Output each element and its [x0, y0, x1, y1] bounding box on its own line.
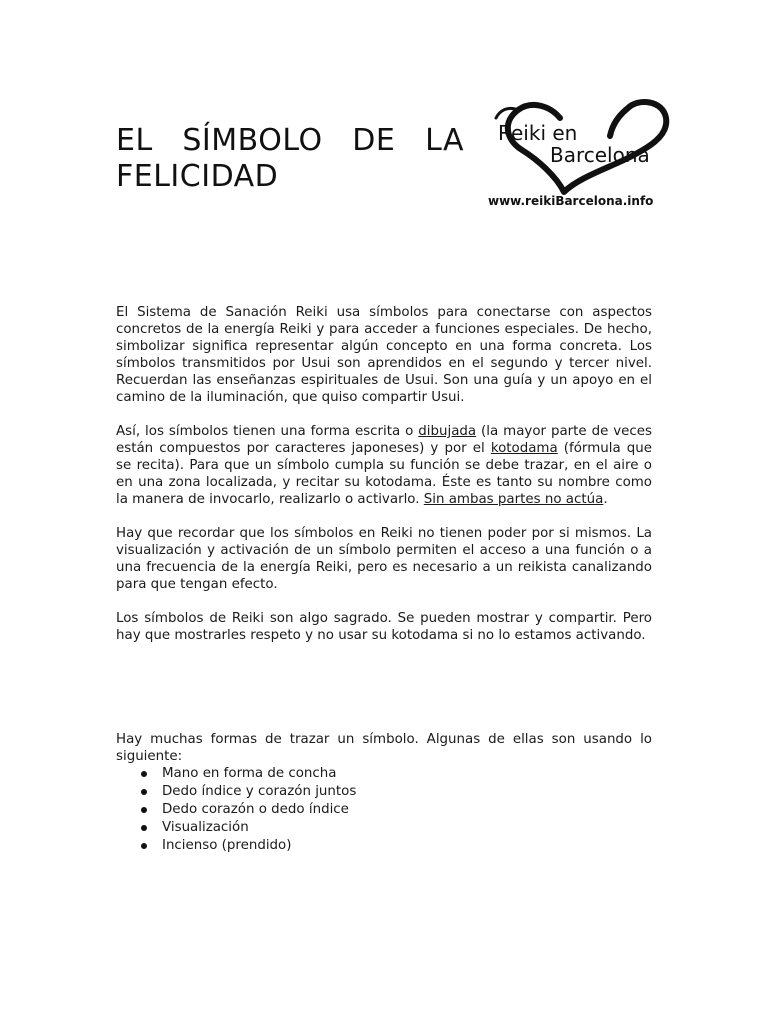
logo-line-1: Reiki en: [498, 121, 578, 145]
underlined-dibujada: dibujada: [418, 424, 477, 439]
list-item-label: Incienso (prendido): [162, 838, 292, 853]
list-item-label: Visualización: [162, 820, 249, 835]
paragraph-2-text-g: .: [603, 492, 608, 507]
list-item-label: Dedo índice y corazón juntos: [162, 784, 357, 799]
list-item: [116, 765, 652, 783]
list-item: [116, 819, 652, 837]
paragraph-3: Hay que recordar que los símbolos en Reiki no tienen poder por si mismos. La visualización y activación de un símbolo permiten el acceso a una función o a una frecuencia de la energía Reiki, pero es necesario a un reikista canalizando para que tengan efecto.: [116, 526, 652, 592]
logo-url: www.reikiBarcelona.info: [488, 194, 654, 208]
list-item-label: Mano en forma de concha: [162, 766, 337, 781]
title-line-1: EL SÍMBOLO DE LA: [116, 123, 464, 158]
paragraph-1: El Sistema de Sanación Reiki usa símbolos para conectarse con aspectos concretos de la energía Reiki y para acceder a funciones especiales. De hecho, simbolizar significa representar algún concepto en una forma concreta. Los símbolos transmitidos por Usui son aprendidos en el segundo y tercer nivel. Recuerdan las enseñanzas espirituales de Usui. Son una guía y un apoyo en el camino de la iluminación, que quiso compartir Usui.: [116, 305, 652, 405]
methods-list: [116, 765, 652, 855]
paragraph-4: Los símbolos de Reiki son algo sagrado. Se pueden mostrar y compartir. Pero hay que mostrarles respeto y no usar su kotodama si no lo estamos activando.: [116, 611, 652, 643]
bullet-icon: [141, 843, 147, 849]
list-item-label: Dedo corazón o dedo índice: [162, 802, 349, 817]
body-text: [116, 304, 652, 661]
title-line-2: FELICIDAD: [116, 159, 279, 194]
list-item: [116, 801, 652, 819]
list-intro: Hay muchas formas de trazar un símbolo. Algunas de ellas son usando lo siguiente:: [116, 732, 652, 764]
underlined-kotodama: kotodama: [490, 441, 558, 456]
reiki-barcelona-logo: [478, 96, 678, 212]
list-item: [116, 837, 652, 855]
paragraph-2-text-e: (fórmula que se recita). Para que un símbolo cumpla su función se debe trazar, en el aire o en una zona localizada, y recitar su kotodama. Éste es tanto su nombre como la manera de invocarlo, realizarlo o activarlo.: [116, 441, 652, 507]
paragraph-2-text-c: (la mayor parte de veces están compuestos por caracteres japoneses) y por el: [116, 424, 652, 456]
bullet-icon: [141, 789, 147, 795]
list-item: [116, 783, 652, 801]
bullet-icon: [141, 825, 147, 831]
paragraph-2-text-a: Así, los símbolos tienen una forma escrita o: [116, 424, 419, 439]
logo-line-2: Barcelona: [550, 143, 650, 167]
paragraph-2: [116, 423, 652, 508]
bullet-icon: [141, 807, 147, 813]
page-title: [116, 123, 464, 195]
bullet-icon: [141, 771, 147, 777]
underlined-sin-ambas-partes: Sin ambas partes no actúa: [423, 492, 604, 507]
methods-list-block: [116, 731, 652, 855]
